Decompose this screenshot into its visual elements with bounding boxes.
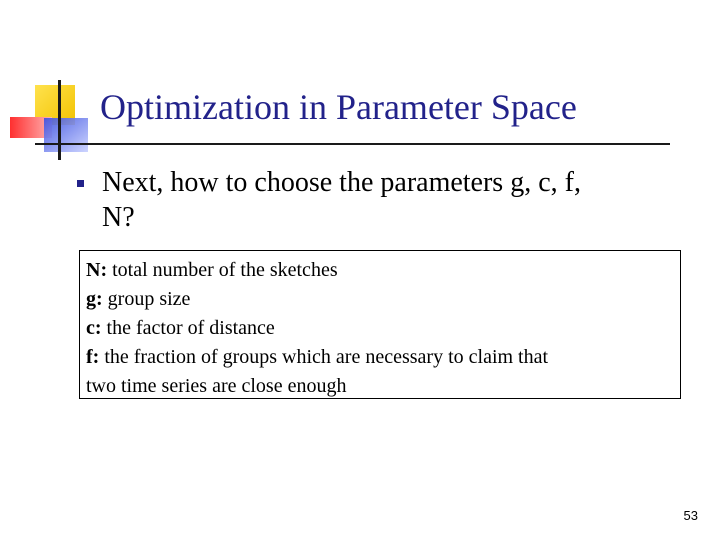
- definition-term: c:: [86, 317, 102, 339]
- slide-title: Optimization in Parameter Space: [100, 87, 577, 127]
- definition-text: the fraction of groups which are necessary to claim that: [99, 346, 549, 368]
- definition-term: g:: [86, 288, 103, 310]
- deco-blue-square: [44, 118, 88, 152]
- definition-text: group size: [102, 288, 191, 310]
- page-number: 53: [683, 508, 698, 523]
- title-underline: [35, 143, 670, 145]
- bullet-line-2: N?: [102, 202, 135, 233]
- bullet-text: [102, 165, 692, 235]
- bullet-square-icon: [77, 180, 84, 187]
- definition-g: [86, 285, 680, 314]
- definition-text: the factor of distance: [101, 317, 275, 339]
- definition-term: f:: [86, 346, 100, 368]
- definition-f: [86, 343, 680, 372]
- corner-decoration: [0, 0, 100, 160]
- bullet-line-1: Next, how to choose the parameters g, c, f,: [102, 167, 581, 198]
- definition-n: [86, 256, 680, 285]
- definition-term: N:: [86, 259, 108, 281]
- deco-vertical-line: [58, 80, 61, 160]
- definition-text: total number of the sketches: [107, 259, 338, 281]
- definition-f-continuation: two time series are close enough: [86, 375, 347, 397]
- definition-c: [86, 314, 680, 343]
- definitions-box: [79, 250, 681, 399]
